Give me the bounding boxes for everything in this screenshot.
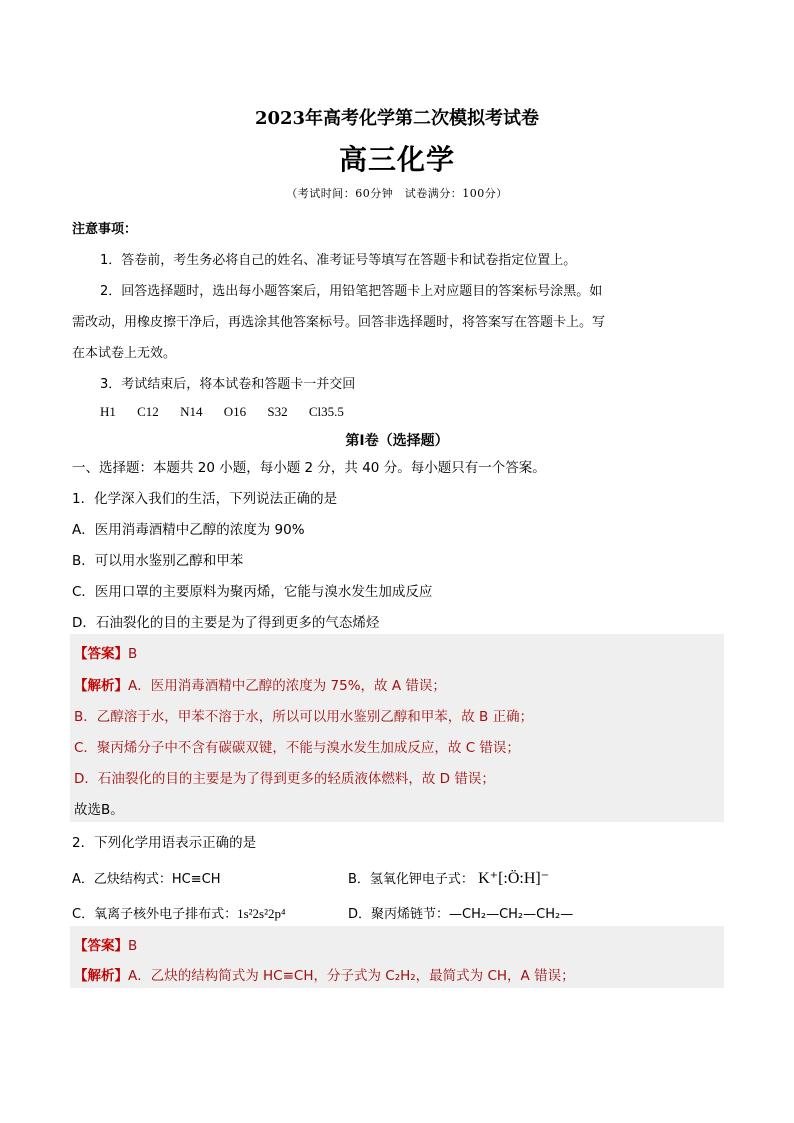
analysis-line: D．石油裂化的目的主要是为了得到更多的轻质液体燃料，故 D 错误； <box>74 771 495 787</box>
atomic-mass: S32 <box>267 404 288 419</box>
exam-title: 2023年高考化学第二次模拟考试卷 <box>254 108 540 129</box>
analysis-tag: 【解析】 <box>74 678 128 694</box>
analysis-line <box>74 674 446 694</box>
lewis-structure: K⁺[:Ö:H]⁻ <box>478 870 550 887</box>
analysis-text: A．乙炔的结构简式为 HC≡CH，分子式为 C₂H₂，最简式为 CH，A 错误； <box>128 968 575 984</box>
answer-line <box>74 934 137 954</box>
exam-subject: 高三化学 <box>338 143 455 176</box>
atomic-mass: Cl35.5 <box>308 404 344 419</box>
option-d: D．聚丙烯链节：—CH₂—CH₂—CH₂— <box>348 907 574 922</box>
option-d: D．石油裂化的目的主要是为了得到更多的气态烯烃 <box>72 615 380 631</box>
analysis-conclusion: 故选B。 <box>74 802 124 818</box>
atomic-mass: N14 <box>180 404 203 419</box>
section-instructions: 一、选择题：本题共 20 小题，每小题 2 分，共 40 分。每小题只有一个答案。 <box>72 460 546 476</box>
analysis-line <box>74 964 575 984</box>
answer-value: B <box>128 938 138 954</box>
analysis-text: A．医用消毒酒精中乙醇的浓度为 75%，故 A 错误； <box>128 678 446 694</box>
note-item: 需改动，用橡皮擦干净后，再选涂其他答案标号。回答非选择题时，将答案写在答题卡上。写 <box>72 315 606 330</box>
answer-tag: 【答案】 <box>74 646 128 662</box>
answer-analysis-box <box>70 926 724 988</box>
note-item: 在本试卷上无效。 <box>72 346 177 361</box>
option-a: A．乙炔结构式：HC≡CH <box>72 872 221 887</box>
analysis-line: B．乙醇溶于水，甲苯不溶于水，所以可以用水鉴别乙醇和甲苯，故 B 正确； <box>74 709 534 725</box>
option-a: A．医用消毒酒精中乙醇的浓度为 90% <box>72 522 305 538</box>
note-item: 3．考试结束后，将本试卷和答题卡一并交回 <box>100 377 356 392</box>
question-stem: 1．化学深入我们的生活，下列说法正确的是 <box>72 491 338 507</box>
option-c-label: C．氧离子核外电子排布式： <box>72 907 238 922</box>
answer-tag: 【答案】 <box>74 938 128 954</box>
analysis-line: C．聚丙烯分子中不含有碳碳双键，不能与溴水发生加成反应，故 C 错误； <box>74 740 520 756</box>
answer-value: B <box>128 646 138 662</box>
answer-line <box>74 642 137 662</box>
answer-analysis-box <box>70 634 724 822</box>
notes-heading: 注意事项： <box>72 222 138 237</box>
electron-configuration: 1s²2s²2p⁴ <box>237 906 286 921</box>
option-b: B．可以用水鉴别乙醇和甲苯 <box>72 553 244 569</box>
atomic-mass: C12 <box>137 404 159 419</box>
atomic-mass: O16 <box>223 404 247 419</box>
note-item: 1．答卷前，考生务必将自己的姓名、准考证号等填写在答题卡和试卷指定位置上。 <box>100 253 577 268</box>
exam-info: （考试时间：60分钟 试卷满分：100分） <box>286 187 508 200</box>
atomic-masses <box>100 404 362 420</box>
option-c: C．医用口罩的主要原料为聚丙烯，它能与溴水发生加成反应 <box>72 584 433 600</box>
atomic-mass: H1 <box>100 404 116 419</box>
option-b <box>348 868 549 888</box>
note-item: 2．回答选择题时，选出每小题答案后，用铅笔把答题卡上对应题目的答案标号涂黑。如 <box>100 284 603 299</box>
option-c <box>72 903 286 922</box>
analysis-tag: 【解析】 <box>74 968 128 984</box>
section-title: 第Ⅰ卷（选择题） <box>345 433 449 449</box>
question-stem: 2．下列化学用语表示正确的是 <box>72 835 257 851</box>
option-b-label: B．氢氧化钾电子式： <box>348 872 474 887</box>
